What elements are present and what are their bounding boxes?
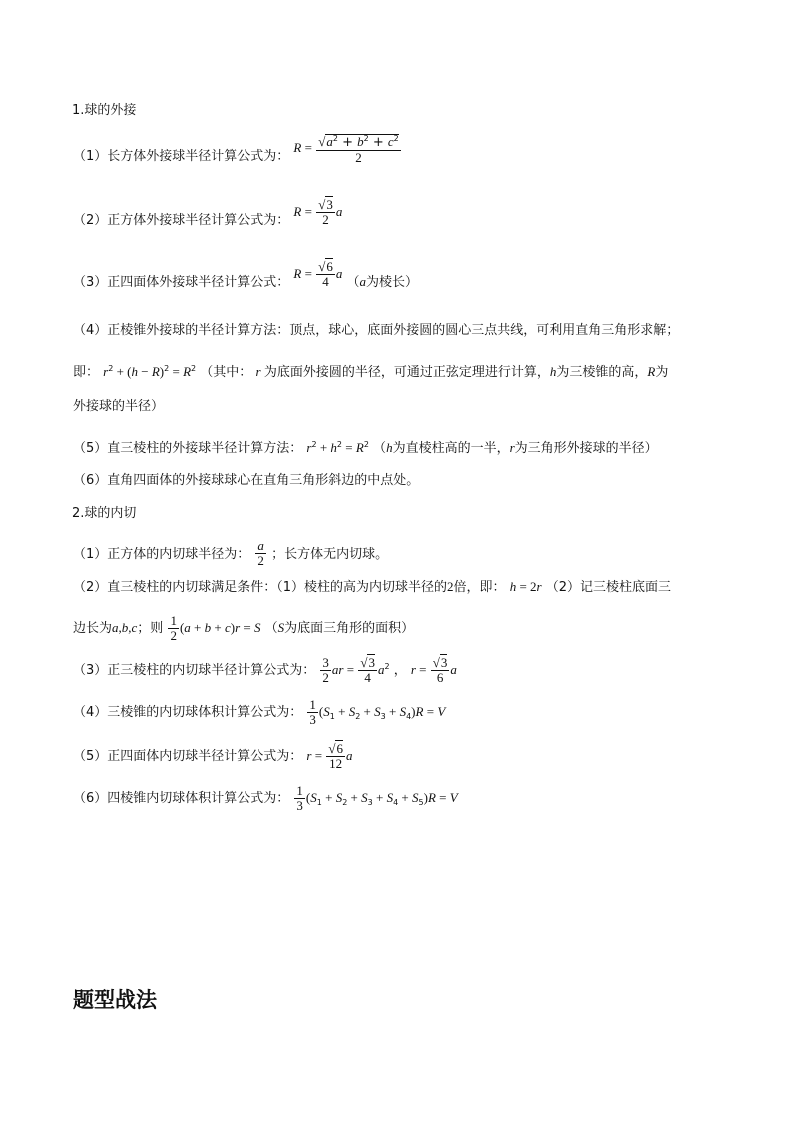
- item-tetrahedron-circumscribed: （3）正四面体外接球半径计算公式： R = $\frac{√6}{4}$ a （a为棱长）: [73, 259, 419, 290]
- item-prism-circumscribed: （5）直三棱柱的外接球半径计算方法： $r^2 + h^2 = R^2$ （h为直棱柱高的一半，r为三角形外接球的半径）: [73, 440, 658, 456]
- item-prism-inscribed-line1: （2）直三棱柱的内切球满足条件：（1）棱柱的高为内切球半径的2倍，即： h = 2r （2）记三棱柱底面三: [73, 579, 672, 595]
- item-pyramid-method-line1: （4）正棱锥外接球的半径计算方法：顶点，球心，底面外接圆的圆心三点共线，可利用直角三角形求解；: [73, 323, 680, 338]
- formula-prism-area: $\frac{1}{2}$ (a + b + c)r = S: [170, 613, 261, 643]
- item-pyramid-method-line2: 即： $r^2 + (h - R)^2 = R^2$ （其中： r 为底面外接圆的半径，可通过正弦定理进行计算，h为三棱锥的高，R为: [73, 364, 669, 380]
- item-regular-prism-inscribed: （3）正三棱柱的内切球半径计算公式为： $\frac{3}{2}$ ar = $\frac{√3}{4}$ $a^2$ ， r = $\frac{√3}{6}$ a: [73, 655, 457, 685]
- formula-pyramid: $r^2 + (h - R)^2 = R^2$: [103, 364, 197, 379]
- item-right-tetrahedron: （6）直角四面体的外接球球心在直角三角形斜边的中点处。: [73, 473, 420, 488]
- formula-cuboid-radius: R = $\frac{√a^2 + b^2 + c^2}{2}$: [293, 134, 399, 165]
- item-prism-inscribed-line2: 边长为a,b,c；则 $\frac{1}{2}$ (a + b + c)r = S （S为底面三角形的面积）: [73, 613, 415, 643]
- formula-cube-inscribed: $\frac{a}{2}$: [257, 538, 264, 568]
- item-note: 为棱长）: [366, 275, 419, 290]
- item-text: （2）正方体外接球半径计算公式为：: [73, 213, 290, 228]
- item-cube-circumscribed: [73, 197, 343, 235]
- item-tetrahedron-inscribed: （5）正四面体内切球半径计算公式为： r = $\frac{√6}{12}$ a: [73, 741, 353, 771]
- heading-strategy: 题型战法: [73, 988, 157, 1012]
- formula-tetrahedron-inscribed: r = $\frac{√6}{12}$ a: [306, 741, 353, 771]
- item-pyramid-method-line3: 外接球的半径）: [73, 399, 165, 414]
- formula-cube-radius: R = $\frac{√3}{2}$ a: [293, 197, 343, 227]
- formula-regular-prism: $\frac{3}{2}$ ar = $\frac{√3}{4}$ $a^2$: [322, 655, 390, 685]
- item-quad-pyramid-inscribed: （6）四棱锥内切球体积计算公式为： $\frac{1}{3}$ $(S_1 + S_2 + S_3 + S_4 + S_5)R = V$: [73, 783, 458, 813]
- item-note-open: （: [346, 275, 360, 290]
- formula-quad-pyramid-volume: $\frac{1}{3}$ $(S_1 + S_2 + S_3 + S_4 + S_5)R = V$: [296, 783, 458, 813]
- section-title-inscribed: 2.球的内切: [72, 506, 137, 521]
- item-cuboid-circumscribed: [73, 134, 402, 173]
- formula-tetrahedron-radius: R = $\frac{√6}{4}$ a: [293, 259, 343, 289]
- item-text: （1）长方体外接球半径计算公式为：: [73, 149, 290, 164]
- formula-prism: $r^2 + h^2 = R^2$: [306, 440, 369, 455]
- section-title-circumscribed: 1.球的外接: [72, 103, 137, 118]
- formula-regular-prism-radius: r = $\frac{√3}{6}$ a: [410, 655, 457, 685]
- item-tri-pyramid-inscribed: （4）三棱锥的内切球体积计算公式为： $\frac{1}{3}$ $(S_1 + S_2 + S_3 + S_4)R = V$: [73, 697, 446, 727]
- item-text: （3）正四面体外接球半径计算公式：: [73, 275, 290, 290]
- item-cube-inscribed: （1）正方体的内切球半径为： $\frac{a}{2}$ ；长方体无内切球。: [73, 538, 389, 568]
- formula-height: h = 2r: [509, 579, 542, 594]
- formula-tri-pyramid-volume: $\frac{1}{3}$ $(S_1 + S_2 + S_3 + S_4)R = V$: [309, 697, 446, 727]
